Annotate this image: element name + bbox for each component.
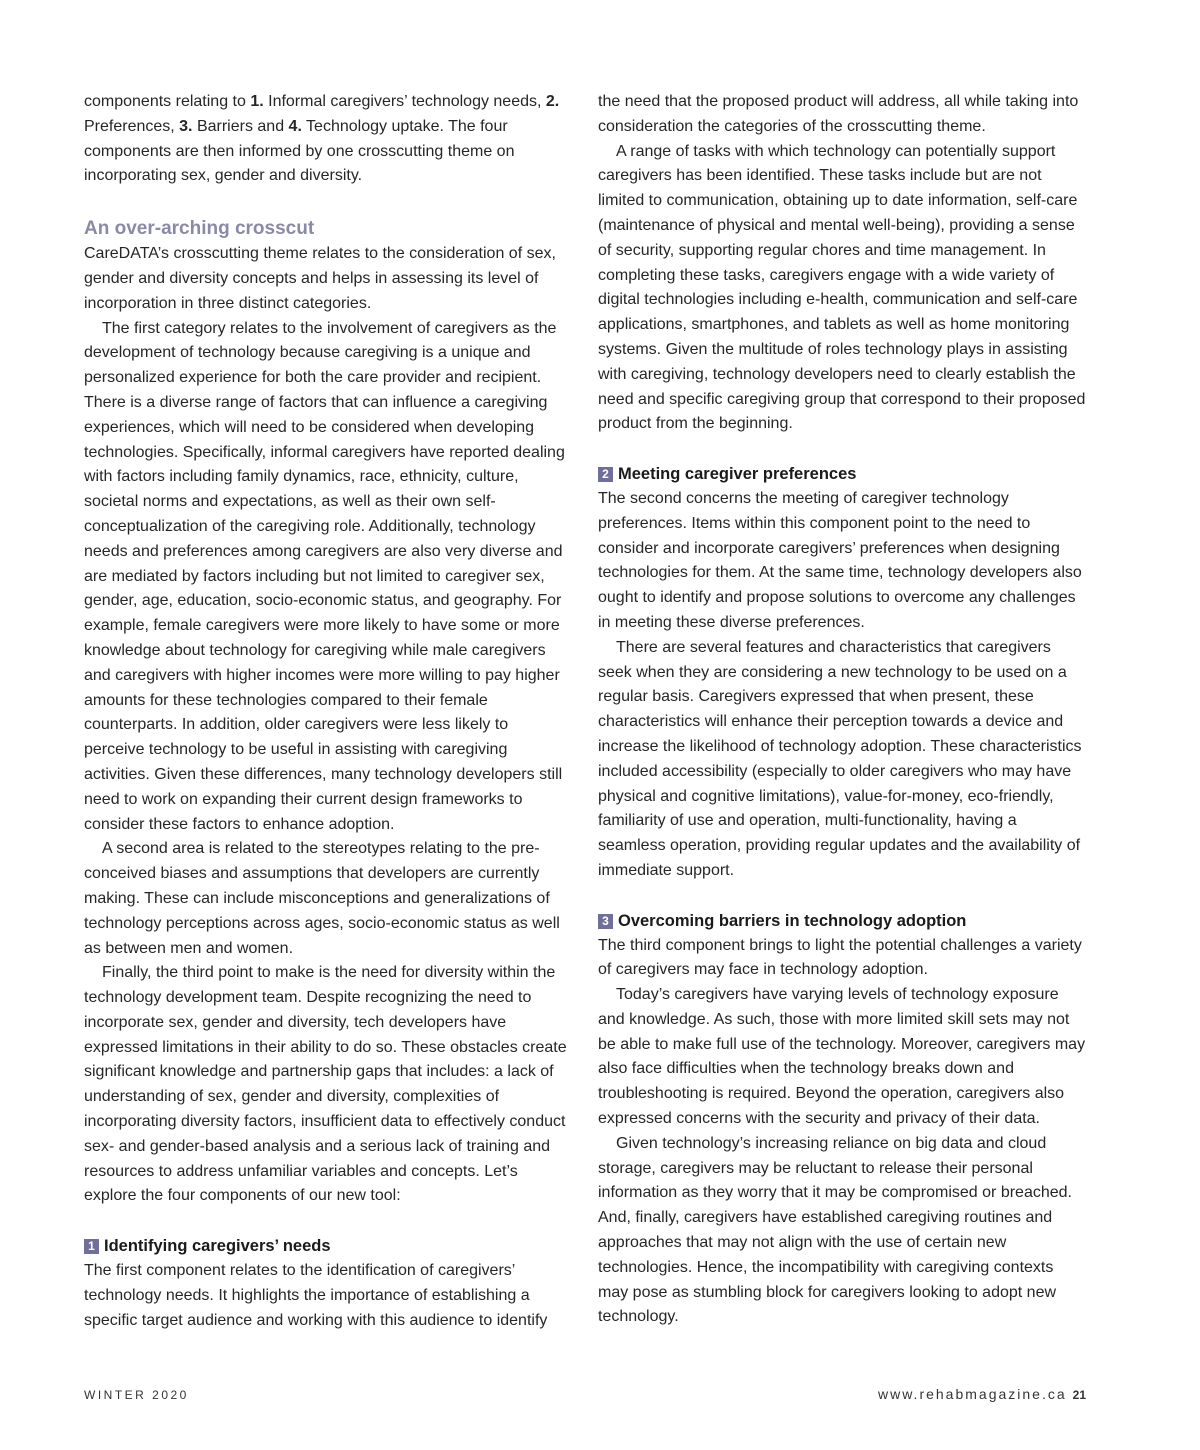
spacer xyxy=(598,437,1088,462)
footer-right xyxy=(878,1386,1086,1402)
subheading-preferences xyxy=(598,462,1088,487)
continued-paragraph: the need that the proposed product will address, all while taking into consideration the categories of the crosscutting theme. xyxy=(598,93,1079,135)
spacer xyxy=(84,189,570,214)
intro-number-3: 3. xyxy=(179,117,193,135)
crosscut-paragraph-2: The first category relates to the involvement of caregivers as the development of technology because caregiving is a unique and personalized experience for both the care provider and recipient. There is a diverse range of factors that can influence a caregiving experiences, which will need to be considered when developing technologies. Specifically, informal caregivers have reported dealing with factors including family dynamics, race, ethnicity, culture, societal norms and expectations, as well as their own self-conceptualization of the caregiving role. Additionally, technology needs and preferences among caregivers are also very diverse and are mediated by factors including but not limited to caregiver sex, gender, age, education, socio-economic status, and geography. For example, female caregivers were more likely to have some or more knowledge about technology for caregiving while male caregivers and caregivers with higher incomes were more willing to pay higher amounts for these technologies compared to their female counterparts. In addition, older caregivers were less likely to perceive technology to be useful in assisting with caregiving activities. Given these differences, many technology developers still need to work on expanding their current design frameworks to consider these factors to enhance adoption. xyxy=(84,319,565,833)
barriers-paragraph-2: Today’s caregivers have varying levels of technology exposure and knowledge. As such, those with more limited skill sets may not be able to make full use of the technology. Moreover, caregivers may also face difficulties when the technology breaks down and troubleshooting is required. Beyond the operation, caregivers also expressed concerns with the security and privacy of their data. xyxy=(598,986,1086,1128)
footer-issue: WINTER 2020 xyxy=(84,1388,189,1402)
subheading-3-title: Overcoming barriers in technology adoption xyxy=(618,911,967,930)
number-badge-1: 1 xyxy=(84,1239,99,1254)
crosscut-paragraph-4: Finally, the third point to make is the need for diversity within the technology development team. Despite recognizing the need to incorporate sex, gender and diversity, tech developers have expressed limitations in their ability to do so. These obstacles create significant knowledge and partnership gaps that includes: a lack of understanding of sex, gender and diversity, complexities of incorporating diversity factors, insufficient data to effectively conduct sex- and gender-based analysis and a serious lack of training and resources to address unfamiliar variables and concepts. Let’s explore the four components of our new tool: xyxy=(84,964,567,1205)
subheading-1-title: Identifying caregivers’ needs xyxy=(104,1237,331,1256)
spacer xyxy=(84,1209,570,1234)
needs-paragraph: The first component relates to the identification of caregivers’ technology needs. It highlights the importance of establishing a specific target audience and working with this audience to identify xyxy=(84,1262,548,1329)
intro-text-1: components relating to xyxy=(84,93,251,110)
preferences-paragraph-2: There are several features and characteristics that caregivers seek when they are considering a new technology to be used on a regular basis. Caregivers expressed that when present, these characteristics will enhance their perception towards a device and increase the likelihood of technology adoption. These characteristics included accessibility (especially to older caregivers who may have physical and cognitive limitations), value-for-money, eco-friendly, familiarity of use and operation, multi-functionality, having a seamless operation, providing regular updates and the availability of immediate support. xyxy=(598,638,1082,879)
intro-text-5: Technology uptake. The four components are then informed by one crosscutting theme on incorporating sex, gender and diversity. xyxy=(84,117,515,185)
barriers-paragraph-3: Given technology’s increasing reliance on big data and cloud storage, caregivers may be reluctant to release their personal information as they worry that it may be compromised or breached. And, finally, caregivers have established caregiving routines and approaches that may not align with the use of certain new technologies. Hence, the incompatibility with caregiving contexts may pose as stumbling block for caregivers looking to adopt new technology. xyxy=(598,1134,1072,1326)
subheading-barriers xyxy=(598,909,1088,934)
number-badge-2: 2 xyxy=(598,467,613,482)
intro-text-4: Barriers and xyxy=(192,117,289,135)
intro-paragraph xyxy=(84,90,570,189)
subheading-identifying-needs xyxy=(84,1234,570,1259)
page-number: 21 xyxy=(1072,1388,1086,1402)
crosscut-paragraph-1: CareDATA’s crosscutting theme relates to the consideration of sex, gender and diversity concepts and helps in assessing its level of incorporation in three distinct categories. xyxy=(84,245,556,312)
crosscut-paragraph-3: A second area is related to the stereotypes relating to the pre-conceived biases and assumptions that developers are currently making. These can include misconceptions and generalizations of technology perceptions across ages, socio-economic status as well as between men and women. xyxy=(84,840,560,957)
intro-text-2: Informal caregivers’ technology needs, xyxy=(263,93,546,110)
footer-url[interactable]: www.rehabmagazine.ca xyxy=(878,1386,1067,1402)
tasks-paragraph: A range of tasks with which technology can potentially support caregivers has been identified. These tasks include but are not limited to communication, obtaining up to date information, self-care (maintenance of physical and mental well-being), providing a sense of security, supporting regular chores and time management. In completing these tasks, caregivers engage with a wide variety of digital technologies including e-health, communication and self-care applications, smartphones, and tablets as well as home monitoring systems. Given the multitude of roles technology plays in assisting with caregiving, technology developers need to clearly establish the need and specific caregiving group that correspond to their proposed product from the beginning. xyxy=(598,142,1086,433)
barriers-paragraph-1: The third component brings to light the potential challenges a variety of caregivers may face in technology adoption. xyxy=(598,936,1082,979)
number-badge-3: 3 xyxy=(598,914,613,929)
intro-number-1: 1. xyxy=(250,93,264,110)
preferences-paragraph-1: The second concerns the meeting of caregiver technology preferences. Items within this component point to the need to consider and incorporate caregivers’ preferences when designing technologies for them. At the same time, technology developers also ought to identify and propose solutions to overcome any challenges in meeting these diverse preferences. xyxy=(598,489,1082,631)
intro-number-2: 2. xyxy=(545,93,560,110)
right-column xyxy=(598,90,1088,1330)
subheading-2-title: Meeting caregiver preferences xyxy=(618,465,857,484)
intro-number-4: 4. xyxy=(288,117,302,135)
left-column xyxy=(84,90,570,1333)
section-title: An over-arching crosscut xyxy=(84,218,315,240)
spacer xyxy=(598,884,1088,909)
intro-text-3: Preferences, xyxy=(84,117,180,135)
